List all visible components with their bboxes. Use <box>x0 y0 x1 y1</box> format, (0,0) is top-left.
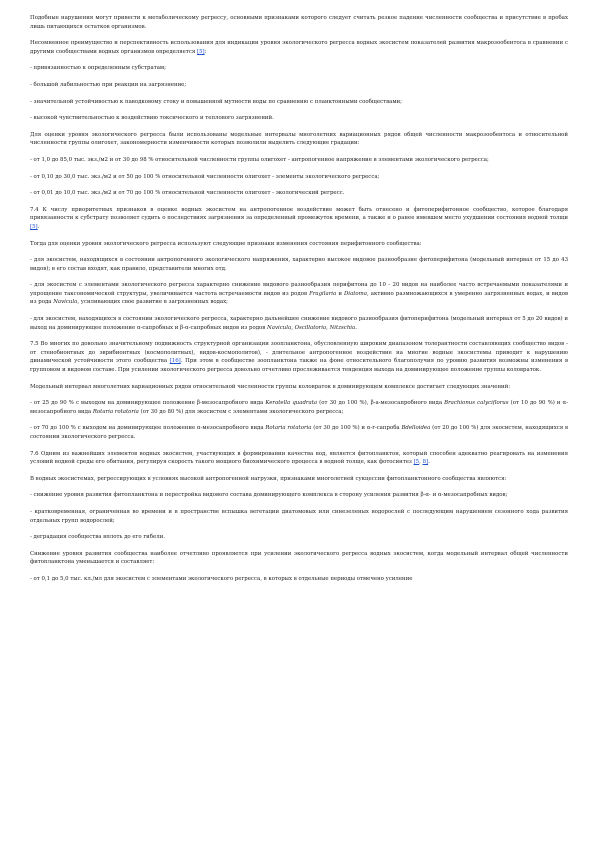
paragraph <box>30 533 568 542</box>
paragraph-text: Для оценки уровня экологического регресса были использованы модельные интервалы многолетних вариационных рядов общей численности макрозообентоса и относительной численности группы олигохет, закономерности изменчивости которых позволили выделить следующие градации: <box>30 131 568 147</box>
paragraph-text: , <box>419 459 423 466</box>
paragraph-text: . <box>428 459 430 466</box>
paragraph-text: , усиливающих свое развитие в загрязненных водах; <box>77 299 228 306</box>
paragraph-text: . <box>37 223 40 230</box>
paragraph <box>30 39 568 56</box>
paragraph <box>30 281 568 307</box>
paragraph <box>30 399 568 416</box>
paragraph <box>30 156 568 165</box>
paragraph-text: (от 30 до 80 %) для экосистем с элементами экологического регресса; <box>138 408 344 415</box>
paragraph <box>30 491 568 500</box>
paragraph <box>30 256 568 273</box>
paragraph <box>30 383 568 392</box>
paragraph <box>30 575 568 584</box>
paragraph-text: - от 0,01 до 10,0 тыс. экз./м2 и от 70 до 100 % относительной численности олигохет - экологический регресс. <box>30 190 345 197</box>
paragraph-text: - привязанностью к определенным субстратам; <box>30 65 166 72</box>
paragraph <box>30 340 568 374</box>
italic-term: Nitzschia <box>329 324 356 331</box>
paragraph-text: Модельный интервал многолетних вариационных рядов относительной численности группы коловраток в доминирующем комплексе достигает следующих значений: <box>30 383 511 390</box>
paragraph-text: (от 30 до 100 %) и α-r-сапроба <box>311 425 402 432</box>
paragraph-text: Снижение уровня развития сообщества наиболее отчетливо проявляется при усилении экологического регресса водных экосистем, когда модельный интервал общей численности фитопланктона уменьшается и составляет: <box>30 550 568 566</box>
paragraph <box>30 14 568 31</box>
paragraph <box>30 64 568 73</box>
paragraph-text: - для экосистем, находящихся в состоянии антропогенного экологического напряжения, характерно высокое видовое разнообразие фитоперифитона (модельный интервал от 15 до 43 видов); в его состав входят, как правило, представители многих отд. <box>30 257 568 272</box>
italic-term: Bdelloidea <box>401 425 431 432</box>
paragraph-text: - от 70 до 100 % с выходом на доминирующее положение α-мезосапробного вида <box>30 425 266 432</box>
paragraph-text: 7.5 Во многих по довольно значительному подвижность структурной организации зоопланктона, обусловленную широким диапазоном толерантности составляющих сообщество видов - от стенобионтных до эврибионтных (космополитных), видов-космополитов), - длительное антропогенное воздействие на многие водные экосистемы приводит к нарушению динамической устойчивости этого сообщества <box>30 341 568 365</box>
paragraph-text: - от 0,1 до 5,0 тыс. кл./мл для экосистем с элементами экологического регресса, в которых в отдельные периоды отмечено усиление <box>30 575 413 582</box>
paragraph <box>30 450 568 467</box>
paragraph-text: , активно размножающихся в умеренно загрязненных водах, и видов из рода <box>30 290 568 306</box>
paragraph-text: - кратковременная, ограниченная во времени и в пространстве вспышка вегетации диатомовых или синезеленых водорослей с последующим нарушением сезонного хода развития отдельных групп водорослей; <box>30 508 568 524</box>
paragraph <box>30 131 568 148</box>
paragraph-text: (от 10 до 90 %) и α-мезосапробного вида <box>30 400 569 415</box>
reference-link[interactable]: [5] <box>30 223 38 230</box>
italic-term: Brachionus calyciflorus <box>444 400 509 407</box>
italic-term: Fragilaria <box>309 290 337 297</box>
italic-term: Navicula <box>53 299 78 306</box>
paragraph-text: - большой лабильностью при реакции на загрязнение; <box>30 81 187 88</box>
paragraph-text: : <box>204 48 207 55</box>
italic-term: Rotaria rotatoria <box>92 408 139 415</box>
paragraph-text: Тогда для оценки уровня экологического регресса используют следующие признаки изменения состояния перифитонного сообщества: <box>30 240 422 247</box>
paragraph-text: , <box>326 324 330 331</box>
paragraph-text: 7.6 Одним из важнейших элементов водных экосистем, участвующих в формировании качества вод, является фитопланктон, который способен адекватно реагировать на изменения условий водной среды его обитания, регулируя скорость такого мощного биохимического процесса в водной толще, как фотосинтез <box>30 450 568 466</box>
paragraph-text: - для экосистем с элементами экологического регресса характерно снижение видового разнообразия перифитона до 10 - 20 видов на наиболее часто встречаемыми показателями и упрощение таксономической структуры, увеличивается частота встречаемости видов из родов <box>30 282 568 297</box>
paragraph-text: - для экосистем, находящихся в состоянии экологического регресса, характерно дальнейшее снижение видового разнообразия фитоперифитона (модельный интервал от 5 до 20 видов) и выход на доминирующее положение α-сапробных и β-α-сапробных видов из родов <box>30 316 568 331</box>
italic-term: Diatoma <box>343 290 367 297</box>
paragraph-text: и <box>336 290 344 297</box>
paragraph-text: . <box>355 324 357 331</box>
reference-link[interactable]: [5 <box>413 459 420 466</box>
paragraph-text: - от 25 до 90 % с выходом на доминирующее положение β-мезосапробного вида <box>30 400 266 407</box>
reference-link[interactable]: [16] <box>169 358 181 365</box>
reference-link[interactable]: [5] <box>196 48 205 55</box>
document-page <box>30 14 568 592</box>
paragraph <box>30 206 568 232</box>
paragraph-text: Подобные нарушения могут привести к метаболическому регрессу, основными признаками которого следует считать резкое падение численности сообщества и присутствие в пробах лишь питающихся остатков организмов. <box>30 15 568 30</box>
paragraph <box>30 550 568 567</box>
paragraph <box>30 475 568 484</box>
paragraph <box>30 98 568 107</box>
italic-term: Keratella quadrata <box>265 400 318 407</box>
paragraph-text: - от 1,0 до 85,0 тыс. экз./м2 и от 30 до 98 % относительной численности группы олигохет - антропогенное напряжение в элементами экологического регресса; <box>30 156 489 163</box>
paragraph-text: , <box>291 324 295 331</box>
paragraph-text: 7.4 К числу приоритетных признаков в оценке водных экосистем на антропогенное воздействие может быть отнесено и фитоперифитонное сообщество, которое благодаря привязанности к субстрату позволяет судить о последствиях загрязнения за определенный промежуток времени, а также и о ранее имевшем место ухудшении состояния водной толщи <box>30 206 568 222</box>
paragraph-text: - значительной устойчивостью к паводковому стоку и повышенной мутности воды по сравнению с планктонными сообществами; <box>30 98 402 105</box>
paragraph <box>30 81 568 90</box>
paragraph <box>30 315 568 332</box>
paragraph <box>30 114 568 123</box>
paragraph <box>30 508 568 525</box>
italic-term: Navicula <box>267 324 292 331</box>
paragraph <box>30 240 568 249</box>
paragraph-text: Несомненное преимущество и перспективность использования для индикации уровня экологического регресса водных экосистем показателей развития макрозообентоса в сравнении с другими сообществами водных организмов определяется <box>30 40 568 55</box>
paragraph-text: (от 30 до 100 %), β-а-мезосапробного вида <box>317 400 445 407</box>
paragraph-text: - высокой чувствительностью к воздействию токсического и теплового загрязнений. <box>30 115 274 122</box>
paragraph-text: (от 20 до 100 %) для экосистем, находящихся в состоянии экологического регресса. <box>30 425 569 440</box>
paragraph <box>30 424 568 441</box>
italic-term: Rotaria rotatoria <box>265 425 312 432</box>
italic-term: Oscillatoria <box>294 324 327 331</box>
paragraph-text: - снижение уровня развития фитопланктона и перестройка видового состава доминирующего комплекса в сторону усиления развития β-α- и α-мезосапробных видов; <box>30 492 508 499</box>
paragraph-text: . При этом в сообществе зоопланктона также на фоне относительного благополучия по уровню развития возможны изменения в групповом и видовом составе. При усилении экологического регресса довольно отчетливо прослеживается тенденция выхода на доминирующее положение группы коловраток. <box>30 358 568 374</box>
reference-link[interactable]: 8] <box>422 459 429 466</box>
paragraph <box>30 173 568 182</box>
paragraph <box>30 189 568 198</box>
paragraph-text: - деградация сообщества вплоть до его гибели. <box>30 534 165 541</box>
paragraph-text: - от 0,10 до 30,0 тыс. экз./м2 и от 50 до 100 % относительной численности олигохет - элементы экологического регресса; <box>30 173 380 180</box>
paragraph-text: В водных экосистемах, регрессирующих в условиях высокой антропогенной нагрузки, признаками многолетней сукцессии фитопланктонного сообщества являются: <box>30 475 507 482</box>
